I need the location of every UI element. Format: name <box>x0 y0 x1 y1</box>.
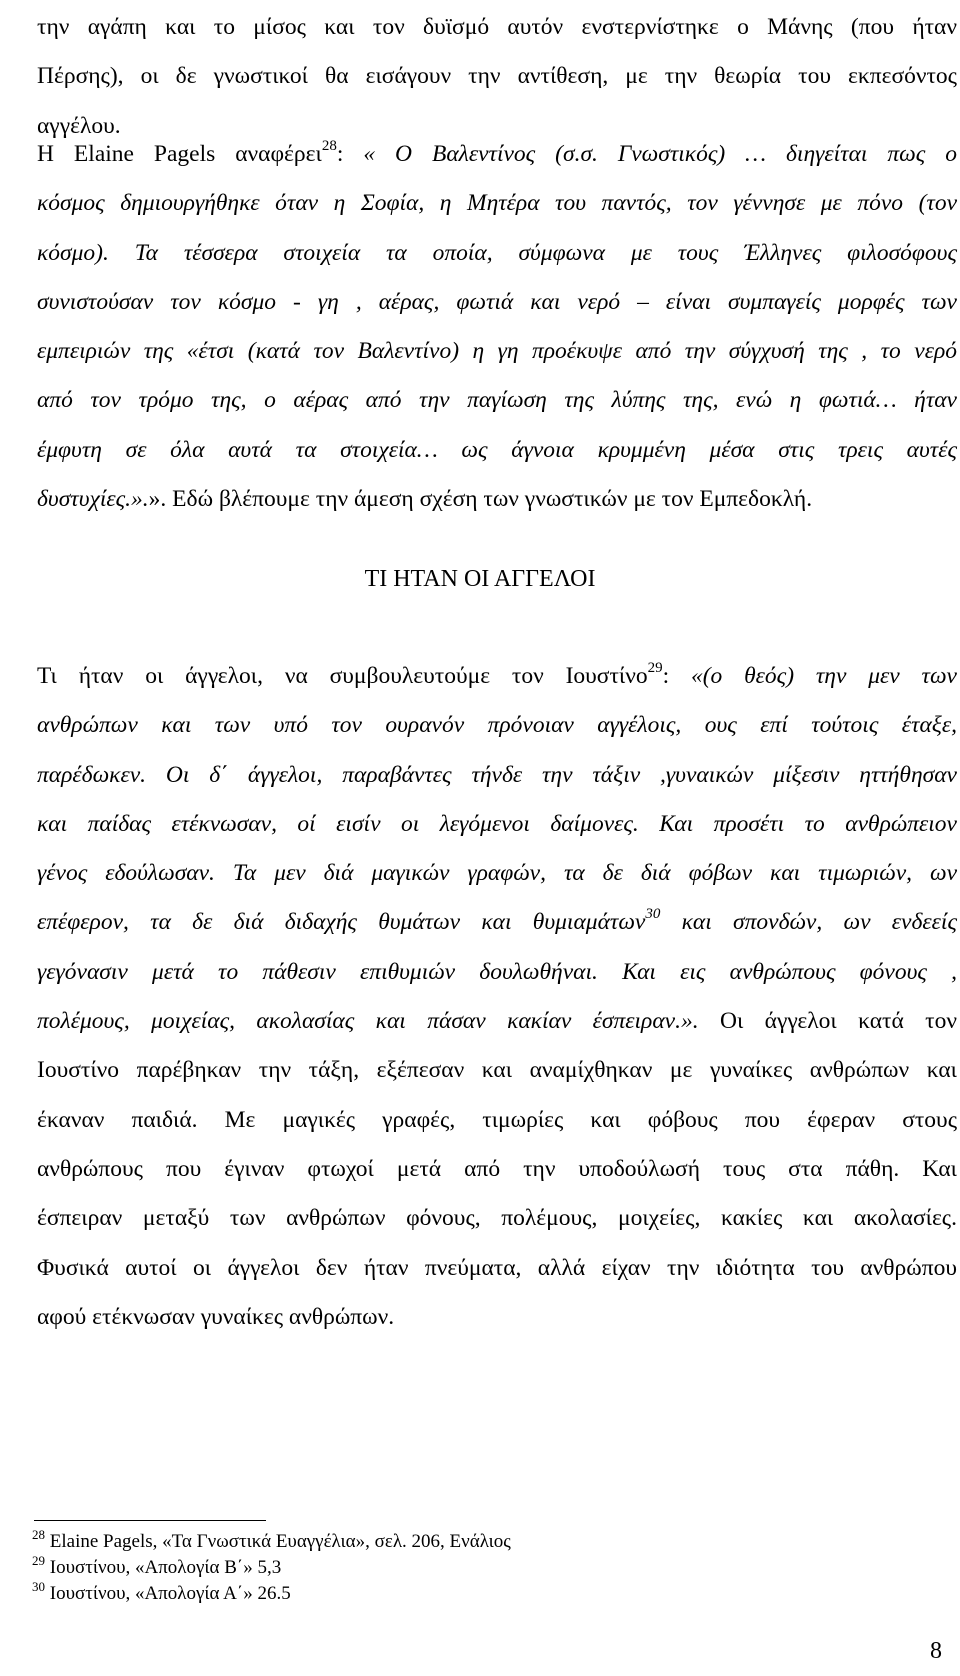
footnote-ref-29[interactable]: 29 <box>647 660 663 676</box>
text-line <box>37 997 957 1046</box>
text-line: παρέδωκεν. Οι δ΄ άγγελοι, παραβάντες τήνδε την τάξιν ,γυναικών μίξεσιν ηττήθησαν <box>37 761 957 788</box>
text-line: γεγόνασιν μετά το πάθεσιν επιθυμιών δουλωθήναι. Και εις ανθρώπους φόνους , <box>37 958 957 985</box>
section-heading: ΤΙ ΗΤΑΝ ΟΙ ΑΓΓΕΛΟΙ <box>364 566 596 592</box>
quote-span: πολέμους, μοιχείας, ακολασίας και πάσαν κακίαν έσπειραν.». <box>37 1008 699 1035</box>
text-line: ανθρώπων και των υπό τον ουρανόν πρόνοιαν αγγέλοις, ους επί τούτοις έταξε, <box>37 712 957 739</box>
text-span: και σπονδών, ων ενδεείς <box>660 909 957 936</box>
text-span: ». Εδώ βλέπουμε την άμεση σχέση των γνωστικών με τον Εμπεδοκλή. <box>148 486 813 513</box>
page-number: 8 <box>930 1638 942 1664</box>
paragraph-2 <box>37 130 957 524</box>
text-span: Η Elaine Pagels αναφέρει <box>37 141 322 167</box>
footnote-number: 28 <box>32 1527 45 1542</box>
footnote-text: Elaine Pagels, «Τα Γνωστικά Ευαγγέλια», σελ. 206, Ενάλιος <box>45 1531 511 1552</box>
text-line <box>37 475 957 524</box>
text-span: Οι άγγελοι κατά τον <box>698 1008 957 1035</box>
footnote-29 <box>32 1553 282 1580</box>
footnote-ref-28[interactable]: 28 <box>321 138 337 154</box>
footnote-ref-30[interactable]: 30 <box>645 906 661 923</box>
footnote-28 <box>32 1527 511 1554</box>
paragraph-1 <box>37 3 957 151</box>
paragraph-3 <box>37 652 957 1342</box>
text-line: ανθρώπους που έγιναν φτωχοί μετά από την υποδούλωσή τους στα πάθη. Και <box>37 1155 957 1182</box>
text-span: επέφερον, τα δε διά διδαχής θυμάτων και θυμιαμάτων <box>37 909 646 936</box>
text-line <box>37 130 957 179</box>
text-span: Τι ήταν οι άγγελοι, να συμβουλευτούμε τον Ιουστίνο <box>37 663 648 689</box>
text-line: την αγάπη και το μίσος και τον δυϊσμό αυτόν ενστερνίστηκε ο Μάνης (που ήταν <box>37 14 957 40</box>
text-span: : <box>336 141 344 167</box>
text-line: Φυσικά αυτοί οι άγγελοι δεν ήταν πνεύματα, αλλά είχαν την ιδιότητα του ανθρώπου <box>37 1254 957 1281</box>
quote-span: «(ο θεός) την μεν των <box>669 663 957 689</box>
footnote-text: Ιουστίνου, «Απολογία Α΄» 26.5 <box>45 1583 291 1604</box>
text-line: εμπειριών της «έτσι (κατά τον Βαλεντίνο) η γη προέκυψε από την σύγχυσή της , το νερό <box>37 338 957 365</box>
text-line: κόσμος δημιουργήθηκε όταν η Σοφία, η Μητέρα του παντός, τον γέννησε με πόνο (τον <box>37 190 957 217</box>
text-line: έκαναν παιδιά. Με μαγικές γραφές, τιμωρίες και φόβους που έφεραν στους <box>37 1106 957 1133</box>
quote-span: « Ο Βαλεντίνος (σ.σ. Γνωστικός) … διηγείται πως ο <box>343 141 958 167</box>
text-line: Ιουστίνο παρέβηκαν την τάξη, εξέπεσαν και αναμίχθηκαν με γυναίκες ανθρώπων και <box>37 1057 957 1084</box>
text-line: έμφυτη σε όλα αυτά τα στοιχεία… ως άγνοια κρυμμένη μέσα στις τρεις αυτές <box>37 436 957 463</box>
text-line <box>37 652 957 701</box>
text-line: γένος εδούλωσαν. Τα μεν διά μαγικών γραφών, τα δε διά φόβων και τιμωριών, ων <box>37 860 957 887</box>
footnote-divider <box>34 1520 266 1521</box>
text-line: έσπειραν μεταξύ των ανθρώπων φόνους, πολέμους, μοιχείες, κακίες και ακολασίες. <box>37 1205 957 1232</box>
footnote-number: 30 <box>32 1579 45 1594</box>
text-line: από τον τρόμο της, ο αέρας από την παγίωση της λύπης της, ενώ η φωτιά… ήταν <box>37 387 957 414</box>
text-line: και παίδας ετέκνωσαν, οί εισίν οι λεγόμενοι δαίμονες. Και προσέτι το ανθρώπειον <box>37 810 957 837</box>
text-line: αγγέλου. <box>37 112 121 139</box>
footnote-number: 29 <box>32 1553 45 1568</box>
text-span: : <box>662 663 670 689</box>
text-line: αφού ετέκνωσαν γυναίκες ανθρώπων. <box>37 1303 395 1330</box>
text-line: συνιστούσαν τον κόσμο - γη , αέρας, φωτιά και νερό – είναι συμπαγείς μορφές των <box>37 288 957 315</box>
footnote-30 <box>32 1579 291 1606</box>
text-line: κόσμο). Τα τέσσερα στοιχεία τα οποία, σύμφωνα με τους Έλληνες φιλοσόφους <box>37 239 957 266</box>
footnote-text: Ιουστίνου, «Απολογία Β΄» 5,3 <box>45 1557 282 1578</box>
text-line <box>37 898 957 947</box>
quote-span: δυστυχίες.». <box>37 486 149 513</box>
text-line: Πέρσης), οι δε γνωστικοί θα εισάγουν την αντίθεση, με την θεωρία του εκπεσόντος <box>37 63 957 90</box>
